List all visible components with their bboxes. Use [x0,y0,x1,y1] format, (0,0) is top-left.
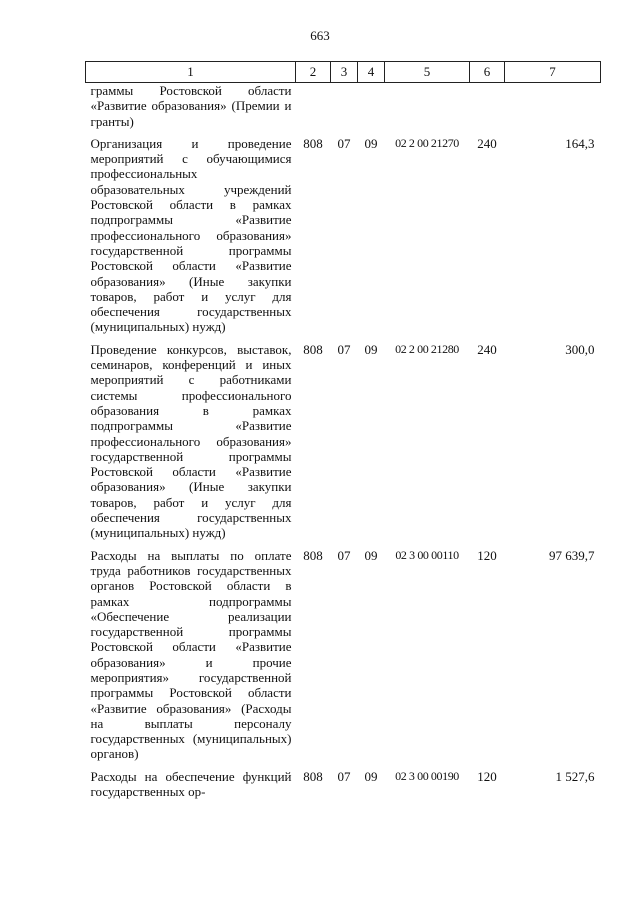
row-subsection-code [358,83,385,136]
row-subsection-code: 09 [364,768,378,784]
row-section-code [331,83,358,136]
row-amount: 97 639,7 [549,547,595,563]
header-col-3: 3 [331,62,358,83]
row-ministry-code: 808 [303,768,323,784]
header-col-4: 4 [358,62,385,83]
row-expense-type [470,83,505,136]
header-col-5: 5 [385,62,470,83]
budget-table [85,61,601,806]
row-expense-type: 120 [477,547,497,563]
row-amount: 1 527,6 [555,768,595,784]
row-description: Расходы на выплаты по оплате труда работников государственных органов Ростовской области в рамках подпрограммы «Обеспечение реализации государственной программы Ростовской области «Развитие образования» и прочие мероприятия» государственной программы Ростовской области «Развитие образования» (Расходы на выплаты персоналу государственных (муниципальных) органов) [90,547,292,762]
row-expense-type: 240 [477,341,497,357]
header-col-6: 6 [470,62,505,83]
row-expense-type: 240 [477,135,497,151]
row-target-article [385,83,470,136]
row-description: граммы Ростовской области «Развитие образования» (Премии и гранты) [90,83,292,129]
table-row [86,136,601,342]
row-subsection-code: 09 [364,341,378,357]
page-number: 663 [310,28,330,43]
table-row [86,548,601,769]
row-ministry-code: 808 [303,341,323,357]
row-description: Расходы на обеспечение функций государственных ор- [90,768,292,800]
row-subsection-code: 09 [364,547,378,563]
header-col-7: 7 [505,62,601,83]
row-amount: 300,0 [565,341,595,357]
row-ministry-code: 808 [303,547,323,563]
table-row [86,83,601,136]
row-amount: 164,3 [565,135,595,151]
table-header-row [86,62,601,83]
row-target-article: 02 2 00 21270 [395,135,459,150]
row-section-code: 07 [337,768,351,784]
row-expense-type: 120 [477,768,497,784]
row-section-code: 07 [337,341,351,357]
row-target-article: 02 3 00 00190 [395,768,459,783]
row-subsection-code: 09 [364,135,378,151]
row-target-article: 02 2 00 21280 [395,341,459,356]
row-description: Организация и проведение мероприятий с обучающимися профессиональных образовательных учреждений Ростовской области в рамках подпрограммы «Развитие профессионального образования» государственной программы Ростовской области «Развитие образования» (Иные закупки товаров, работ и услуг для обеспечения государственных (муниципальных) нужд) [90,135,292,335]
table-row [86,342,601,548]
row-description: Проведение конкурсов, выставок, семинаров, конференций и иных мероприятий с работниками системы профессионального образования в рамках подпрограммы «Развитие профессионального образования» государственной программы Ростовской области «Развитие образования» (Иные закупки товаров, работ и услуг для обеспечения государственных (муниципальных) нужд) [90,341,292,541]
row-ministry-code [296,83,331,136]
row-amount [505,83,601,136]
row-section-code: 07 [337,135,351,151]
header-col-2: 2 [296,62,331,83]
header-col-1: 1 [86,62,296,83]
row-section-code: 07 [337,547,351,563]
table-row [86,769,601,807]
row-target-article: 02 3 00 00110 [395,547,459,562]
row-ministry-code: 808 [303,135,323,151]
